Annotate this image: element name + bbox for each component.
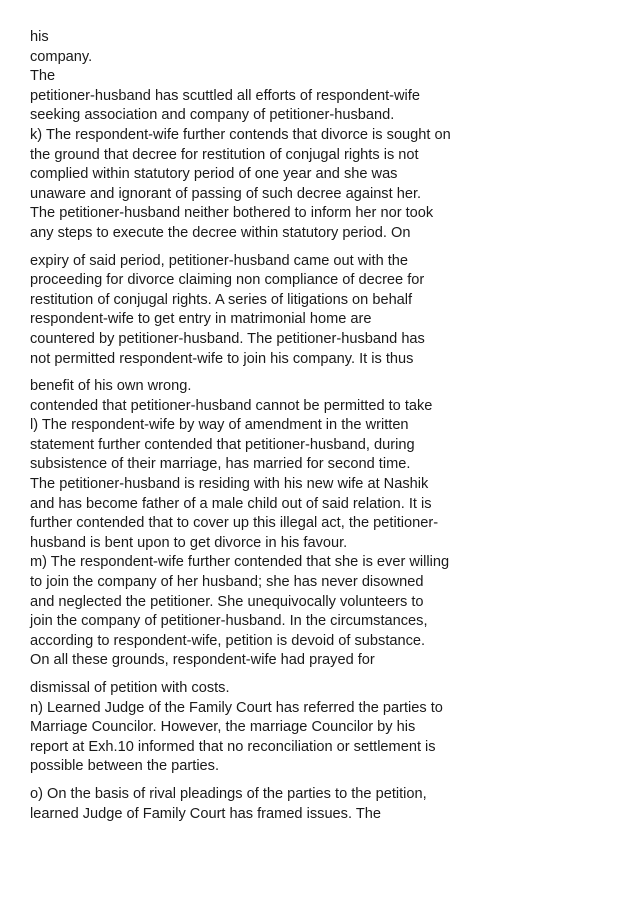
text-line: The bbox=[30, 68, 56, 85]
text-line: complied within statutory period of one year and she was bbox=[30, 166, 398, 183]
text-line: and neglected the petitioner. She unequivocally volunteers to bbox=[30, 593, 424, 610]
text-line: husband is bent upon to get divorce in his favour. bbox=[30, 534, 348, 551]
text-line: l) The respondent-wife by way of amendment in the written bbox=[30, 417, 409, 434]
text-line: learned Judge of Family Court has framed issues. The bbox=[30, 805, 381, 822]
text-line: respondent-wife to get entry in matrimonial home are bbox=[30, 311, 372, 328]
text-line: proceeding for divorce claiming non compliance of decree for bbox=[30, 272, 425, 289]
text-block bbox=[30, 377, 630, 671]
text-line: The petitioner-husband neither bothered to inform her nor took bbox=[30, 205, 434, 222]
text-line: m) The respondent-wife further contended that she is ever willing bbox=[30, 554, 450, 571]
document-page bbox=[30, 28, 630, 824]
text-block bbox=[30, 785, 630, 824]
text-block bbox=[30, 679, 630, 777]
text-line: k) The respondent-wife further contends that divorce is sought on bbox=[30, 126, 451, 143]
text-line: further contended that to cover up this illegal act, the petitioner- bbox=[30, 515, 439, 532]
text-line: join the company of petitioner-husband. In the circumstances, bbox=[30, 613, 428, 630]
text-line: unaware and ignorant of passing of such decree against her. bbox=[30, 185, 422, 202]
text-line: Marriage Councilor. However, the marriage Councilor by his bbox=[30, 719, 416, 736]
text-line: his bbox=[30, 29, 49, 45]
text-line: seeking association and company of petitioner-husband. bbox=[30, 107, 395, 124]
text-line: dismissal of petition with costs. bbox=[30, 680, 230, 696]
text-line: On all these grounds, respondent-wife had prayed for bbox=[30, 652, 375, 669]
text-line: subsistence of their marriage, has married for second time. bbox=[30, 456, 411, 473]
text-line: statement further contended that petitioner-husband, during bbox=[30, 436, 415, 453]
text-line: not permitted respondent-wife to join his company. It is thus bbox=[30, 350, 414, 367]
text-line: to join the company of her husband; she has never disowned bbox=[30, 574, 424, 591]
text-block bbox=[30, 252, 630, 370]
text-line: possible between the parties. bbox=[30, 758, 220, 775]
text-line: contended that petitioner-husband cannot be permitted to take bbox=[30, 397, 433, 414]
text-line: restitution of conjugal rights. A series of litigations on behalf bbox=[30, 291, 413, 308]
text-line: benefit of his own wrong. bbox=[30, 378, 192, 395]
text-line: The petitioner-husband is residing with his new wife at Nashik bbox=[30, 476, 429, 493]
text-line: o) On the basis of rival pleadings of the parties to the petition, bbox=[30, 785, 427, 802]
text-line: petitioner-husband has scuttled all efforts of respondent-wife bbox=[30, 87, 420, 104]
text-line: report at Exh.10 informed that no reconciliation or settlement is bbox=[30, 738, 436, 755]
text-line: n) Learned Judge of the Family Court has referred the parties to bbox=[30, 699, 443, 716]
text-line: company. bbox=[30, 48, 93, 65]
text-line: and has become father of a male child out of said relation. It is bbox=[30, 495, 432, 512]
text-block bbox=[30, 28, 630, 244]
text-line: countered by petitioner-husband. The petitioner-husband has bbox=[30, 330, 425, 347]
text-line: expiry of said period, petitioner-husband came out with the bbox=[30, 252, 409, 269]
text-line: according to respondent-wife, petition is devoid of substance. bbox=[30, 632, 426, 649]
text-line: any steps to execute the decree within statutory period. On bbox=[30, 224, 411, 241]
text-line: the ground that decree for restitution of conjugal rights is not bbox=[30, 146, 419, 163]
